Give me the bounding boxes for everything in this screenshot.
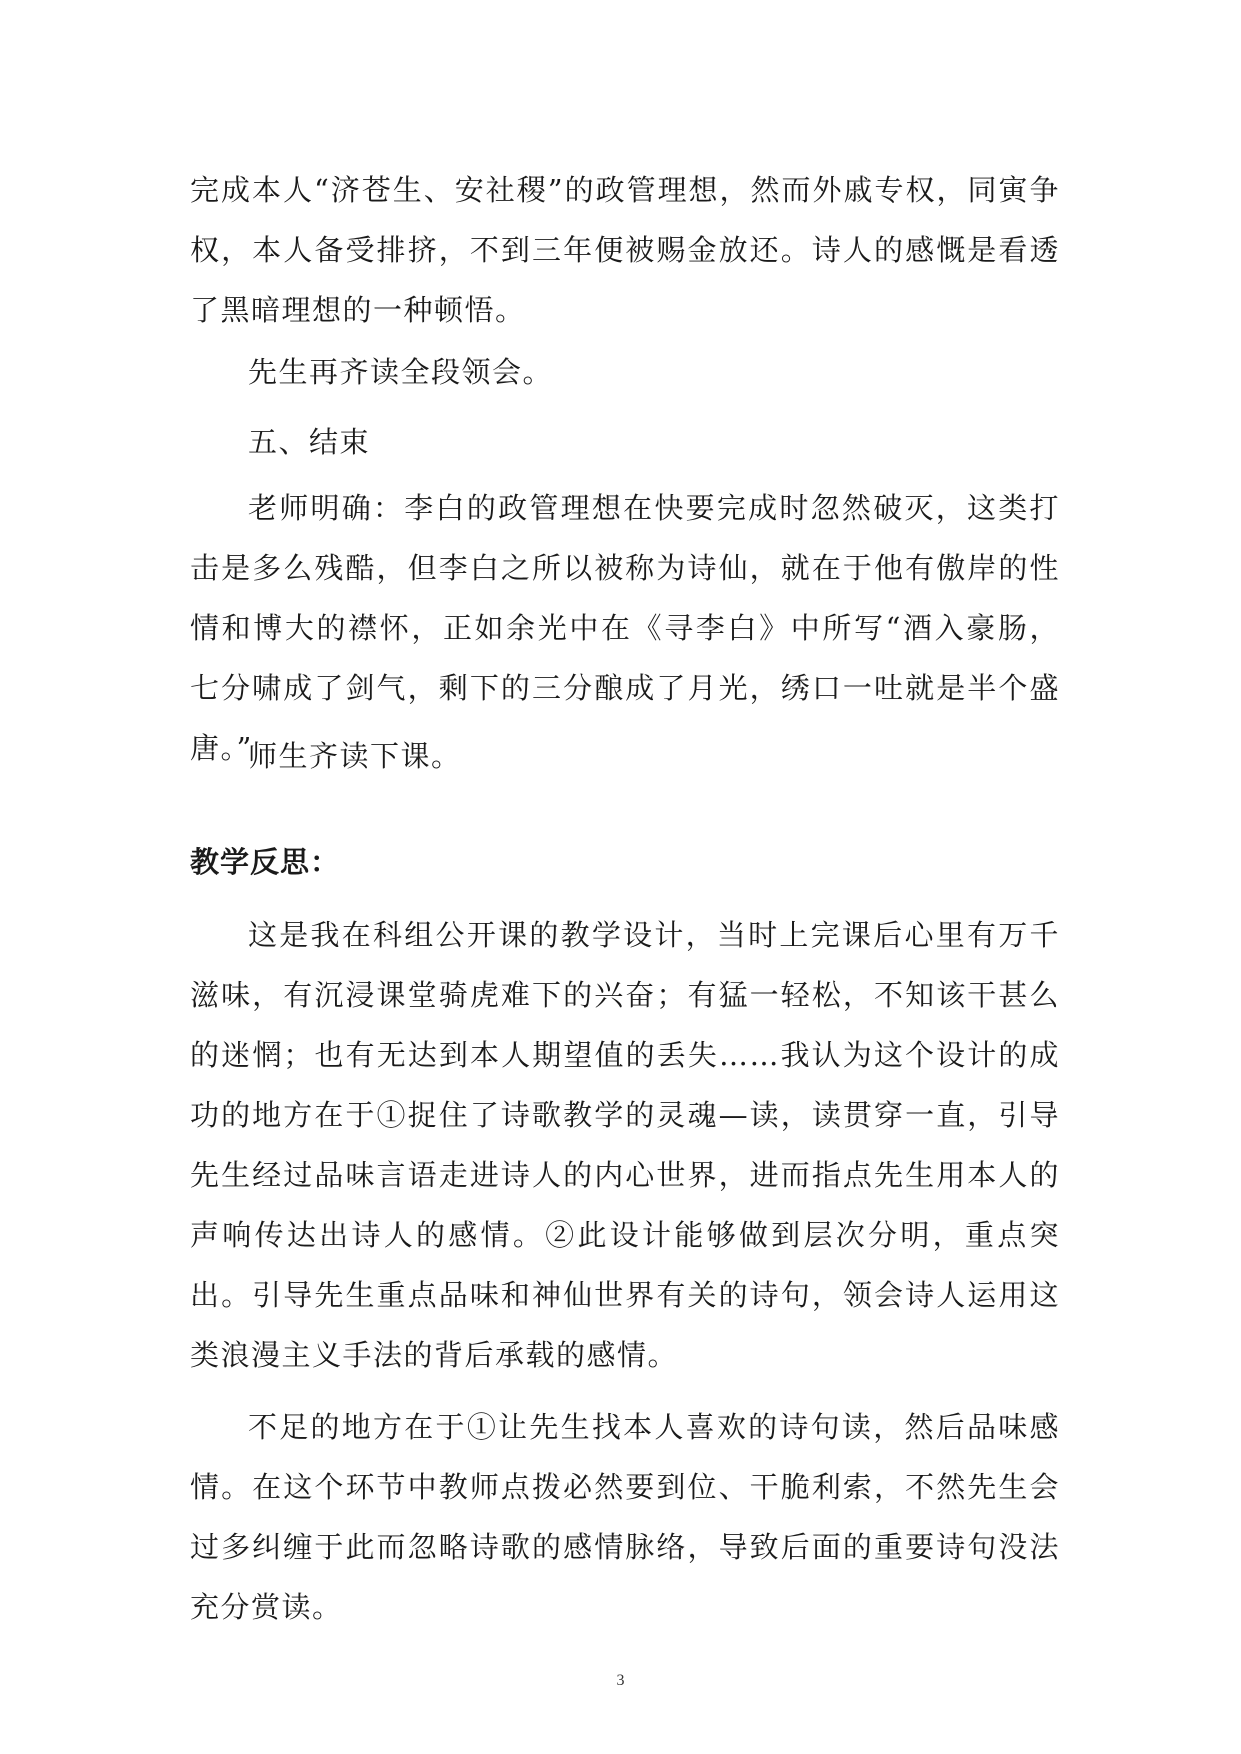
paragraph-reading-instruction: 先生再齐读全段领会。 — [248, 355, 554, 389]
paragraph-teacher-summary: 老师明确：李白的政管理想在快要完成时忽然破灭，这类打击是多么残酷，但李白之所以被称为诗仙，就在于他有傲岸的性情和博大的襟怀，正如余光中在《寻李白》中所写“酒入豪肠，七分啸成了剑气，剩下的三分酿成了月光，绣口一吐就是半个盛唐。” — [190, 491, 1060, 765]
paragraph-continuation: 完成本人“济苍生、安社稷”的政管理想，然而外戚专权，同寅争权，本人备受排挤，不到三年便被赐金放还。诗人的感慨是看透了黑暗理想的一种顿悟。 — [190, 173, 1060, 327]
section-heading-ending: 五、结束 — [248, 425, 371, 459]
paragraph-reflection-success: 这是我在科组公开课的教学设计，当时上完课后心里有万千滋味，有沉浸课堂骑虎难下的兴奋；有猛一轻松，不知该干甚么的迷惘；也有无达到本人期望值的丢失……我认为这个设计的成功的地方在于①捉住了诗歌教学的灵魂—读，读贯穿一直，引导先生经过品味言语走进诗人的内心世界，进而指点先生用本人的声响传达出诗人的感情。②此设计能够做到层次分明，重点突出。引导先生重点品味和神仙世界有关的诗句，领会诗人运用这类浪漫主义手法的背后承载的感情。 — [190, 918, 1060, 1372]
paragraph-class-end: 师生齐读下课。 — [248, 739, 462, 773]
page-number: 3 — [616, 1672, 625, 1689]
teaching-reflection-heading: 教学反思： — [190, 845, 341, 879]
paragraph-reflection-shortcomings: 不足的地方在于①让先生找本人喜欢的诗句读，然后品味感情。在这个环节中教师点拨必然要到位、干脆利索，不然先生会过多纠缠于此而忽略诗歌的感情脉络，导致后面的重要诗句没法充分赏读。 — [190, 1410, 1060, 1624]
